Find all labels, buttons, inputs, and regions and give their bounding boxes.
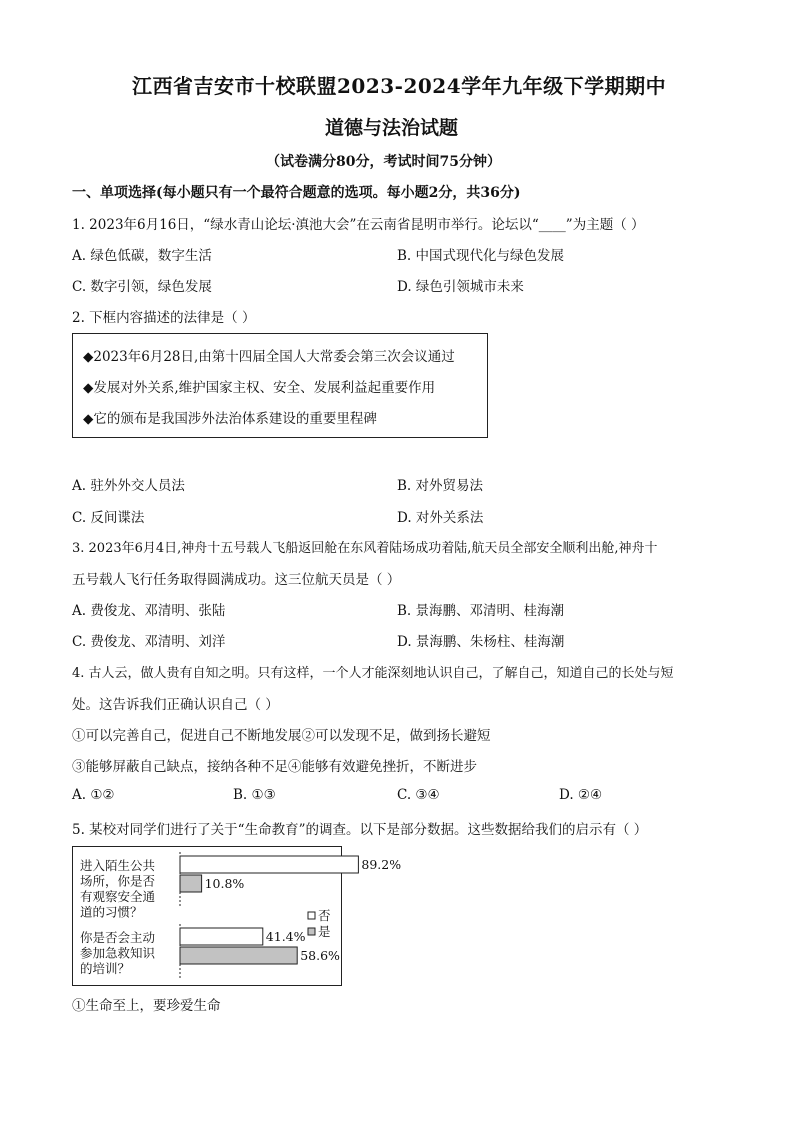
- chart-bar-q1-yes: [180, 875, 202, 892]
- question-5-stem: 5. 某校对同学们进行了关于“生命教育”的调查。以下是部分数据。这些数据给我们的启示有（ ）: [72, 822, 648, 838]
- q3-option-d: D. 景海鹏、朱杨柱、桂海潮: [397, 634, 565, 650]
- q1-option-b: B. 中国式现代化与绿色发展: [397, 248, 565, 264]
- chart-question-1-label-line: 道的习惯？: [80, 904, 143, 920]
- chart-value-label-q1-no: 89.2%: [361, 857, 402, 872]
- q3-option-a: A. 费俊龙、邓清明、张陆: [72, 603, 226, 619]
- q2-box-line-1: ◆2023年6月28日,由第十四届全国人大常委会第三次会议通过: [83, 349, 455, 365]
- chart-bar-q2-yes: [180, 947, 297, 964]
- question-4-stem-line-2: 处。这告诉我们正确认识自己（ ）: [72, 697, 279, 713]
- chart-value-label-q2-no: 41.4%: [265, 929, 306, 944]
- chart-legend-label-yes: 是: [318, 924, 331, 939]
- question-3-stem-line-1: 3. 2023年6月4日,神舟十五号载人飞船返回舱在东风着陆场成功着陆,航天员全部安全顺利出舱,神舟十: [72, 541, 658, 556]
- question-1-stem: 1. 2023年6月16日，“绿水青山论坛·滇池大会”在云南省昆明市举行。论坛以“____”为主题（ ）: [72, 217, 645, 233]
- title-line-2: 道德与法治试题: [325, 117, 459, 139]
- q5-statement-1: ①生命至上，要珍爱生命: [72, 998, 221, 1014]
- q2-option-d: D. 对外关系法: [397, 510, 484, 526]
- q4-option-d: D. ②④: [559, 787, 603, 803]
- chart-question-2-label-line: 参加急救知识: [80, 945, 156, 961]
- chart-legend-label-no: 否: [318, 908, 331, 923]
- q4-statement-3-4: ③能够屏蔽自己缺点，接纳各种不足④能够有效避免挫折，不断进步: [72, 759, 477, 775]
- chart-bar-q2-no: [180, 928, 263, 945]
- question-3-stem-line-2: 五号载人飞行任务取得圆满成功。这三位航天员是（ ）: [72, 572, 401, 588]
- chart-legend-swatch-no: [308, 912, 315, 919]
- q3-option-b: B. 景海鹏、邓清明、桂海潮: [397, 603, 565, 619]
- question-2-stem: 2. 下框内容描述的法律是（ ）: [72, 310, 256, 326]
- section-heading: 一、单项选择(每小题只有一个最符合题意的选项。每小题2分，共36分): [72, 185, 521, 201]
- q1-option-d: D. 绿色引领城市未来: [397, 279, 524, 295]
- q4-statement-1-2: ①可以完善自己，促进自己不断地发展②可以发现不足，做到扬长避短: [72, 728, 491, 744]
- title-line-1: 江西省吉安市十校联盟2023-2024学年九年级下学期期中: [132, 74, 667, 98]
- q2-option-a: A. 驻外外交人员法: [72, 478, 185, 494]
- q1-option-a: A. 绿色低碳，数字生活: [72, 248, 212, 264]
- chart-question-1-label-line: 场所，你是否: [80, 873, 156, 889]
- q1-option-c: C. 数字引领，绿色发展: [72, 279, 212, 295]
- q2-option-b: B. 对外贸易法: [397, 478, 484, 494]
- chart-legend-swatch-yes: [308, 928, 315, 935]
- question-4-stem-line-1: 4. 古人云，做人贵有自知之明。只有这样，一个人才能深刻地认识自己，了解自己，知道自己的长处与短: [72, 666, 674, 681]
- q2-info-box: [72, 333, 488, 438]
- q3-option-c: C. 费俊龙、邓清明、刘洋: [72, 634, 226, 650]
- q2-option-c: C. 反间谍法: [72, 510, 145, 526]
- q2-box-line-3: ◆它的颁布是我国涉外法治体系建设的重要里程碑: [83, 411, 377, 427]
- q4-option-b: B. ①③: [233, 787, 276, 803]
- chart-question-2-label-line: 你是否会主动: [80, 930, 156, 945]
- chart-bar-q1-no: [180, 856, 358, 873]
- subtitle: （试卷满分80分，考试时间75分钟）: [266, 154, 501, 170]
- q4-option-a: A. ①②: [72, 787, 115, 803]
- q4-option-c: C. ③④: [397, 787, 440, 803]
- chart-question-1-label-line: 进入陌生公共: [80, 858, 156, 873]
- survey-bar-chart: [72, 846, 402, 986]
- chart-question-1-label-line: 有观察安全通: [80, 889, 156, 904]
- q2-box-line-2: ◆发展对外关系,维护国家主权、安全、发展利益起重要作用: [83, 380, 436, 396]
- chart-value-label-q1-yes: 10.8%: [204, 876, 245, 891]
- chart-value-label-q2-yes: 58.6%: [300, 948, 340, 963]
- chart-question-2-label-line: 的培训？: [80, 961, 131, 976]
